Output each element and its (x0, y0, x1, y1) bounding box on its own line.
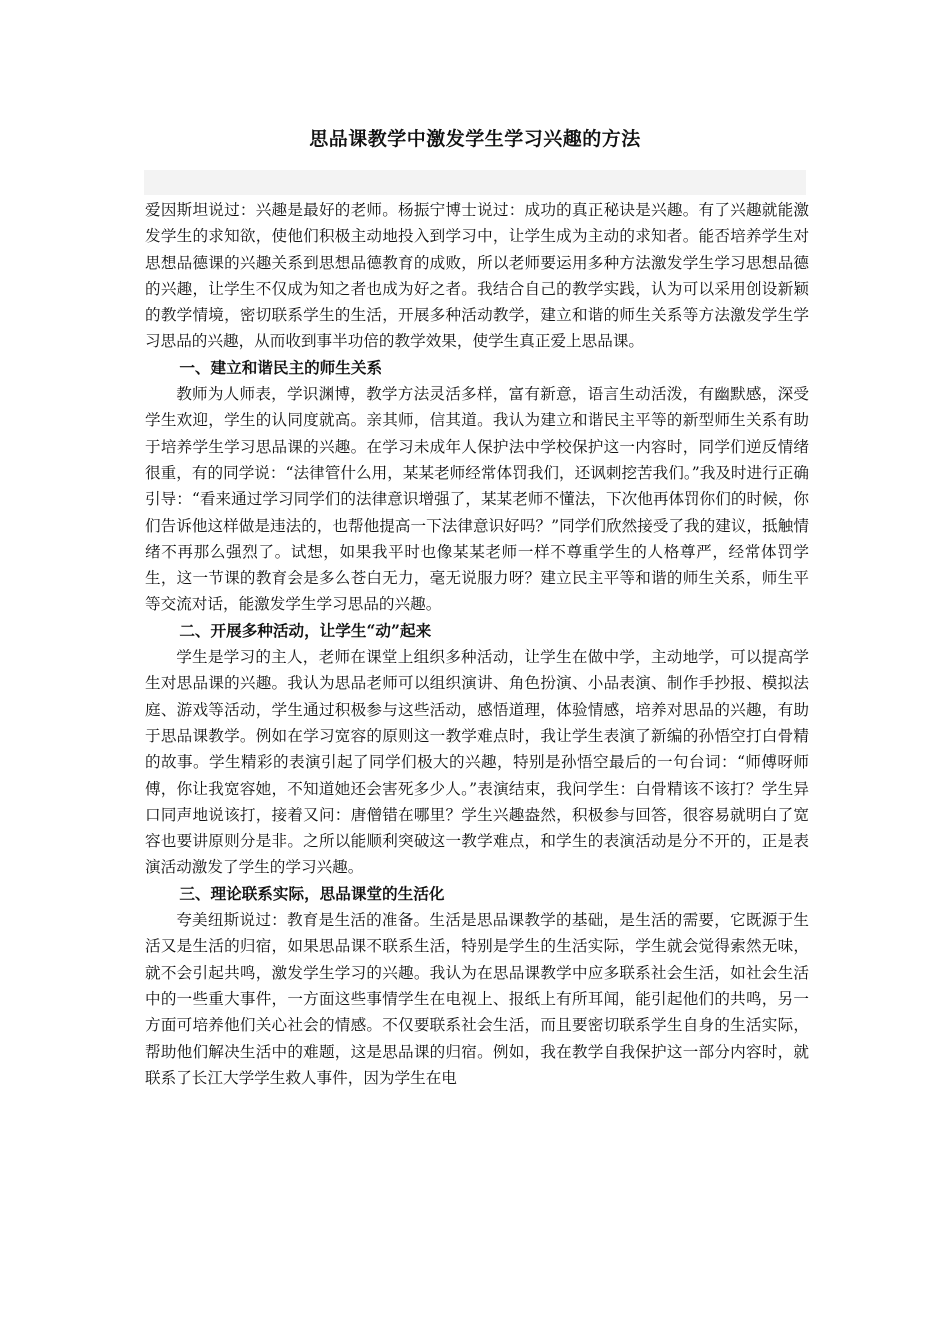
section-heading-3: 三、理论联系实际，思品课堂的生活化 (179, 883, 445, 903)
page-title: 思品课教学中激发学生学习兴趣的方法 (309, 128, 641, 150)
section-body-2: 学生是学习的主人，老师在课堂上组织多种活动，让学生在做中学，主动地学，可以提高学生对思品课的兴趣。我认为思品老师可以组织演讲、角色扮演、小品表演、制作手抄报、模拟法庭、游戏等活动，学生通过积极参与这些活动，感悟道理，体验情感，培养对思品的兴趣，有助于思品课教学。例如在学习宽容的原则这一教学难点时，我让学生表演了新编的孙悟空打白骨精的故事。学生精彩的表演引起了同学们极大的兴趣，特别是孙悟空最后的一句台词：“师傅呀师傅，你让我宽容她，不知道她还会害死多少人。”表演结束，我问学生：白骨精该不该打？学生异口同声地说该打，接着又问：唐僧错在哪里？学生兴趣盎然，积极参与回答，很容易就明白了宽容也要讲原则分是非。之所以能顺利突破这一教学难点，和学生的表演活动是分不开的，正是表演活动激发了学生的学习兴趣。 (145, 648, 809, 877)
header-band (144, 170, 806, 195)
section-body-3: 夸美纽斯说过：教育是生活的准备。生活是思品课教学的基础，是生活的需要，它既源于生活又是生活的归宿，如果思品课不联系生活，特别是学生的生活实际，学生就会觉得索然无味，就不会引起共鸣，激发学生学习的兴趣。我认为在思品课教学中应多联系社会生活，如社会生活中的一些重大事件，一方面这些事情学生在电视上、报纸上有所耳闻，能引起他们的共鸣，另一方面可培养他们关心社会的情感。不仅要联系社会生活，而且要密切联系学生自身的生活实际，帮助他们解决生活中的难题，这是思品课的归宿。例如，我在教学自我保护这一部分内容时，就联系了长江大学学生救人事件，因为学生在电 (145, 911, 809, 1087)
intro-paragraph: 爱因斯坦说过：兴趣是最好的老师。杨振宁博士说过：成功的真正秘诀是兴趣。有了兴趣就能激发学生的求知欲，使他们积极主动地投入到学习中，让学生成为主动的求知者。能否培养学生对思想品德课的兴趣关系到思想品德教育的成败，所以老师要运用多种方法激发学生学习思想品德的兴趣，让学生不仅成为知之者也成为好之者。我结合自己的教学实践，认为可以采用创设新颖的教学情境，密切联系学生的生活，开展多种活动教学，建立和谐的师生关系等方法激发学生学习思品的兴趣，从而收到事半功倍的教学效果，使学生真正爱上思品课。 (145, 201, 809, 351)
document-body (145, 197, 809, 1091)
section-heading-1: 一、建立和谐民主的师生关系 (179, 357, 383, 377)
section-body-1: 教师为人师表，学识渊博，教学方法灵活多样，富有新意，语言生动活泼，有幽默感，深受学生欢迎，学生的认同度就高。亲其师，信其道。我认为建立和谐民主平等的新型师生关系有助于培养学生学习思品课的兴趣。在学习未成年人保护法中学校保护这一内容时，同学们逆反情绪很重，有的同学说：“法律管什么用，某某老师经常体罚我们，还讽刺挖苦我们。”我及时进行正确引导：“看来通过学习同学们的法律意识增强了，某某老师不懂法，下次他再体罚你们的时候，你们告诉他这样做是违法的，也帮他提高一下法律意识好吗？”同学们欣然接受了我的建议，抵触情绪不再那么强烈了。试想，如果我平时也像某某老师一样不尊重学生的人格尊严，经常体罚学生，这一节课的教育会是多么苍白无力，毫无说服力呀？建立民主平等和谐的师生关系，师生平等交流对话，能激发学生学习思品的兴趣。 (145, 385, 809, 614)
section-heading-2: 二、开展多种活动，让学生“动”起来 (179, 620, 432, 640)
